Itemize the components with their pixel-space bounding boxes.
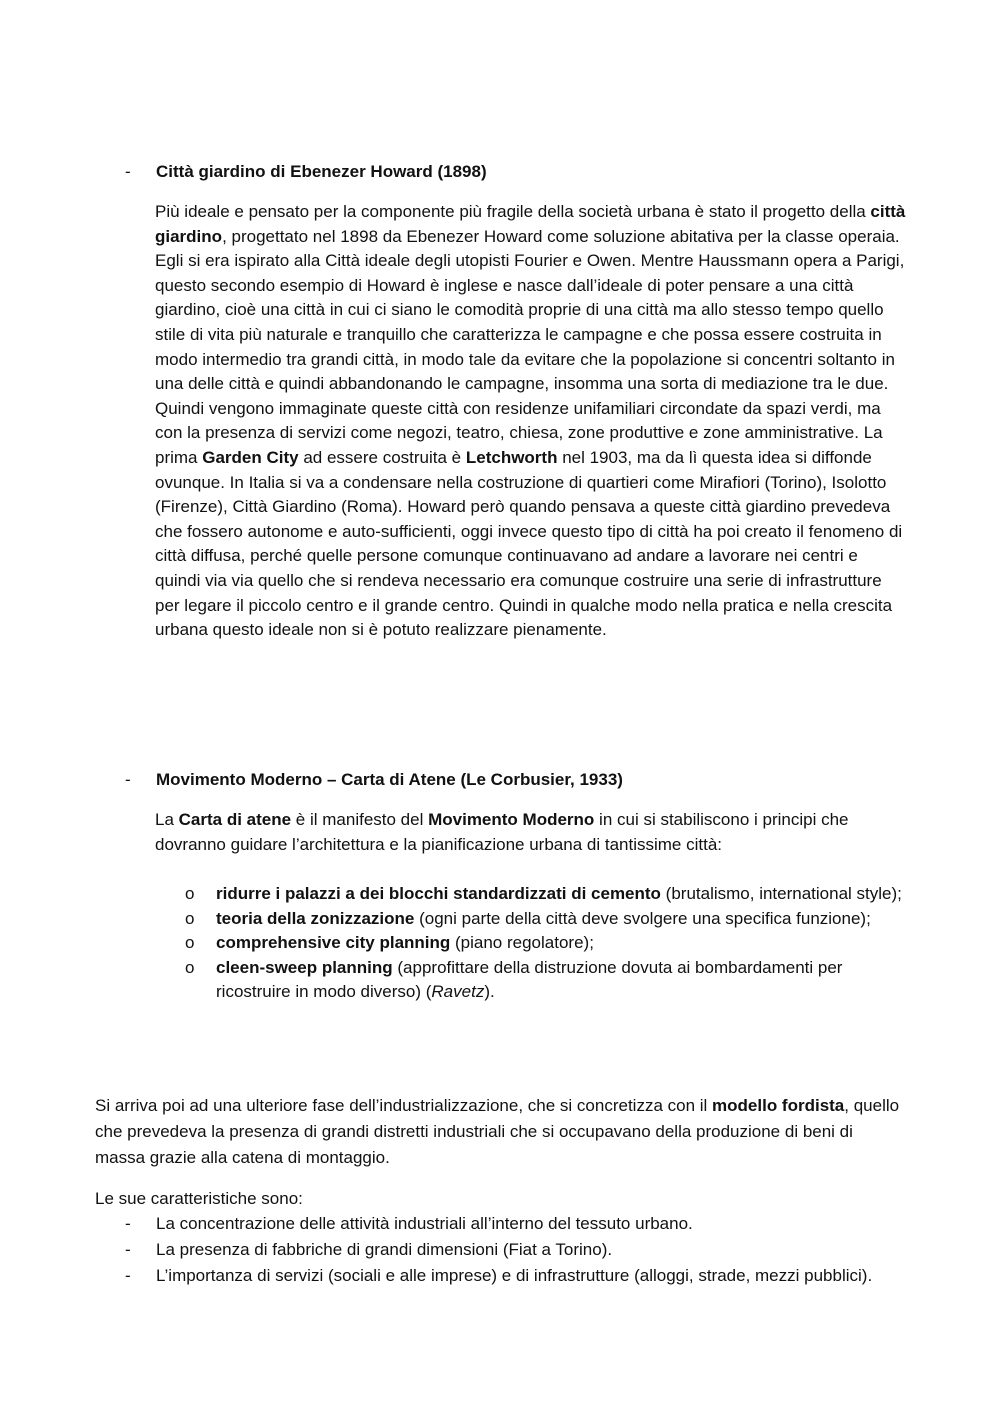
- bold-term-modello-fordista: modello fordista: [712, 1096, 845, 1115]
- circle-bullet: o: [185, 957, 195, 977]
- italic-author: Ravetz: [431, 982, 485, 1002]
- list-item-text: ).: [484, 982, 495, 1002]
- dash-bullet: -: [125, 1214, 131, 1233]
- list-item-text: (ogni parte della città deve svolgere una specifica funzione);: [414, 908, 871, 928]
- characteristics-list: [125, 1211, 915, 1289]
- list-item: [185, 931, 905, 956]
- text-span: La: [155, 810, 179, 829]
- list-item-bold: teoria della zonizzazione: [216, 908, 415, 928]
- list-item: [125, 1263, 915, 1289]
- paragraph-garden-city: [155, 200, 907, 643]
- list-item-text: (brutalismo, international style);: [660, 884, 902, 903]
- circle-bullet: o: [185, 884, 195, 903]
- paragraph-carta-di-atene: [155, 808, 907, 857]
- list-item-bold: ridurre i palazzi a dei blocchi standardizzati di cemento: [216, 884, 661, 903]
- text-span: , quello che prevedeva la presenza di grandi distretti industriali che si occupavano della produzione di beni di massa grazie alla catena di montaggio.: [95, 1096, 900, 1167]
- text-span: Si arriva poi ad una ulteriore fase dell’industrializzazione, che si concretizza con il: [95, 1096, 713, 1115]
- dash-bullet: -: [125, 1240, 131, 1259]
- bold-term-letchworth: Letchworth: [465, 447, 558, 467]
- paragraph-fordist-model: [95, 1093, 905, 1171]
- text-span: è il manifesto del: [291, 810, 429, 829]
- list-item-text: La concentrazione delle attività industriali all’interno del tessuto urbano.: [156, 1214, 693, 1233]
- section-heading-modern-movement: Movimento Moderno – Carta di Atene (Le Corbusier, 1933): [156, 770, 623, 789]
- list-item-text: L’importanza di servizi (sociali e alle imprese) e di infrastrutture (alloggi, strade, mezzi pubblici).: [156, 1266, 873, 1285]
- list-item-text: (approfittare della distruzione dovuta ai bombardamenti per ricostruire in modo diverso) (: [216, 957, 843, 1002]
- list-item-text: (piano regolatore);: [450, 933, 594, 953]
- list-item: [125, 1211, 915, 1237]
- circle-bullet: o: [185, 933, 195, 953]
- text-span: Più ideale e pensato per la componente più fragile della società urbana è stato il progetto della: [155, 202, 871, 221]
- section-heading-garden-city: Città giardino di Ebenezer Howard (1898): [156, 162, 487, 181]
- list-item-bold: comprehensive city planning: [216, 933, 451, 953]
- characteristics-intro: Le sue caratteristiche sono:: [95, 1189, 303, 1208]
- bold-term-garden-city: Garden City: [202, 447, 299, 467]
- text-span: nel 1903, ma da lì questa idea si diffonde ovunque. In Italia si va a condensare nella costruzione di quartieri come Mirafiori (Torino), Isolotto (Firenze), Città Giardino (Roma). Howard però quando pensava a queste città giardino prevedeva che fossero autonome e auto-sufficienti, oggi invece questo tipo di città ha poi creato il fenomeno di città diffusa, perché quelle persone comunque continuavano ad andare a lavorare nei centri e quindi via via quello che si rendeva necessario era comunque costruire una serie di infrastrutture per legare il piccolo centro e il grande centro. Quindi in qualche modo nella pratica e nella crescita urbana questo ideale non si è potuto realizzare pienamente.: [155, 447, 903, 640]
- list-item: [185, 956, 905, 1005]
- bold-term-carta-di-atene: Carta di atene: [178, 810, 292, 829]
- bold-term-citta-giardino: città giardino: [155, 202, 906, 246]
- list-item-text: La presenza di fabbriche di grandi dimensioni (Fiat a Torino).: [156, 1240, 613, 1259]
- list-item: [185, 907, 905, 932]
- dash-bullet: -: [125, 1266, 131, 1285]
- list-item: [125, 1237, 915, 1263]
- list-item-bold: cleen-sweep planning: [216, 957, 393, 977]
- dash-bullet: -: [125, 162, 131, 181]
- text-span: , progettato nel 1898 da Ebenezer Howard come soluzione abitativa per la classe operaia. Egli si era ispirato alla Città ideale degli utopisti Fourier e Owen. Mentre Haussmann opera a Parigi, questo secondo esempio di Howard è inglese e nasce dall’ideale di poter pensare a una città giardino, cioè una città in cui ci siano le comodità proprie di una città ma allo stesso tempo quello stile di vita più naturale e tranquillo che caratterizza le campagne e che possa essere costruita in modo intermedio tra grandi città, in modo tale da evitare che la popolazione si concentri soltanto in una delle città e quindi abbandonando le campagne, insomma una sorta di mediazione tra le due. Quindi vengono immaginate queste città con residenze unifamiliari circondate da spazi verdi, ma con la presenza di servizi come negozi, teatro, chiesa, zone produttive e zone amministrative. La prima: [155, 226, 905, 467]
- list-item: [185, 882, 905, 907]
- text-span: ad essere costruita è: [298, 447, 466, 467]
- text-span: in cui si stabiliscono i principi che dovranno guidare l’architettura e la pianificazione urbana di tantissime città:: [155, 810, 849, 854]
- circle-bullet: o: [185, 908, 195, 928]
- bold-term-movimento-moderno: Movimento Moderno: [428, 810, 595, 829]
- dash-bullet: -: [125, 770, 131, 789]
- principles-list: [185, 882, 905, 1005]
